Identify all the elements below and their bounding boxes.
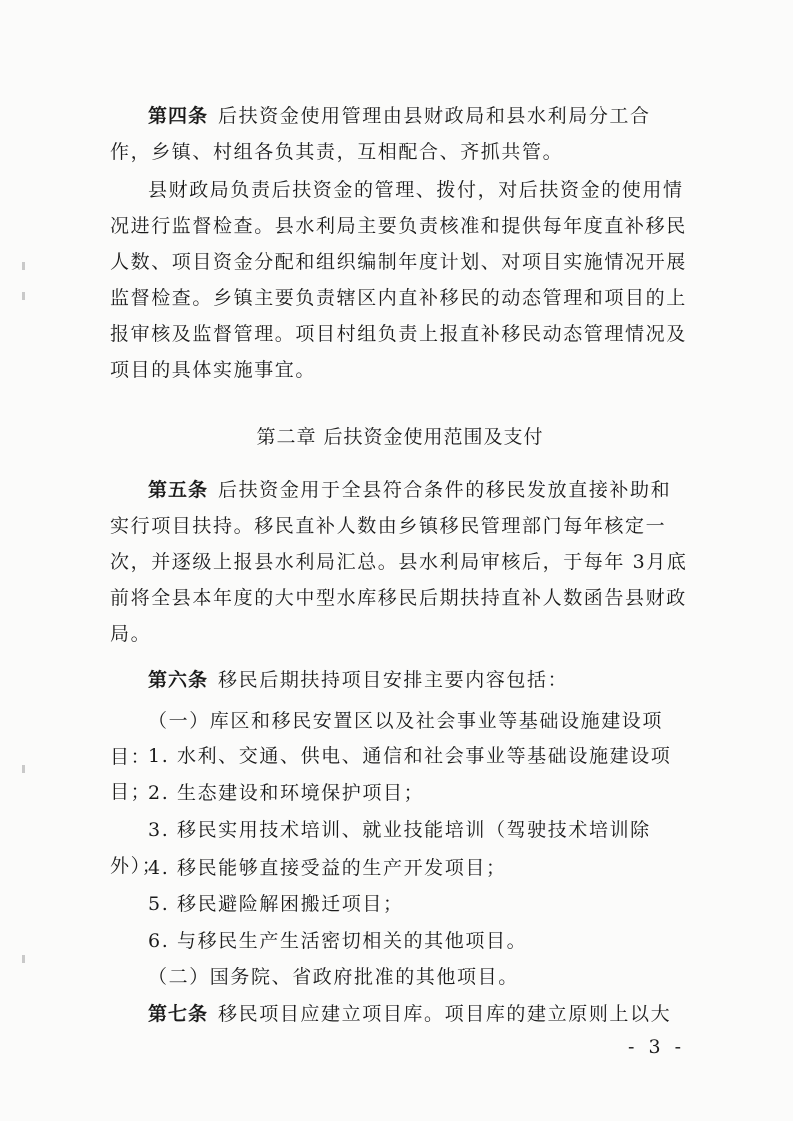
article-6 (110, 662, 690, 698)
paragraph-text: 县财政局负责后扶资金的管理、拨付，对后扶资金的使用情况进行监督检查。县水利局主要负责核准和提供每年度直补移民人数、项目资金分配和组织编制年度计划、对项目实施情况开展监督检查。乡镇主要负责辖区内直补移民的动态管理和项目的上报审核及监督管理。项目村组负责上报直补移民动态管理情况及项目的具体实施事宜。 (110, 179, 687, 381)
list-item-2: （二）国务院、省政府批准的其他项目。 (148, 966, 519, 988)
article-7 (110, 996, 690, 1032)
list-item-1: （一）库区和移民安置区以及社会事业等基础设施建设项目： (110, 710, 664, 768)
chapter-heading: 第二章 后扶资金使用范围及支付 (256, 426, 544, 448)
article-label: 第七条 (148, 1003, 209, 1025)
list-item-1-2: 2. 生态建设和环境保护项目； (148, 782, 425, 804)
scan-mark (22, 955, 25, 963)
list-item-1-6: 6. 与移民生产生活密切相关的其他项目。 (148, 930, 528, 952)
paragraph-responsibilities (110, 172, 690, 388)
scan-mark (22, 765, 25, 773)
list-item-1-5: 5. 移民避险解困搬迁项目； (148, 893, 404, 915)
list-item-1-3: 3. 移民实用技术培训、就业技能培训（驾驶技术培训除外）； (110, 819, 651, 877)
article-4 (110, 98, 690, 170)
article-label: 第四条 (148, 105, 209, 127)
article-5 (110, 472, 690, 652)
article-text: 后扶资金用于全县符合条件的移民发放直接补助和实行项目扶持。移民直补人数由乡镇移民管理部门每年核定一次，并逐级上报县水利局汇总。县水利局审核后，于每年 3月底前将全县本年度的大中型水库移民后期扶持直补人数函告县财政局。 (110, 479, 688, 645)
page-number: - 3 - (627, 1036, 685, 1058)
list-item-1-1: 1. 水利、交通、供电、通信和社会事业等基础设施建设项目； (110, 745, 672, 803)
article-label: 第五条 (148, 479, 209, 501)
article-text: 后扶资金使用管理由县财政局和县水利局分工合作，乡镇、村组各负其责，互相配合、齐抓共管。 (110, 105, 651, 163)
scan-mark (22, 262, 25, 270)
list-item-1-4: 4. 移民能够直接受益的生产开发项目； (148, 857, 507, 879)
article-text: 移民后期扶持项目安排主要内容包括： (218, 669, 569, 691)
article-label: 第六条 (148, 669, 209, 691)
scan-mark (22, 292, 25, 300)
article-text: 移民项目应建立项目库。项目库的建立原则上以大 (218, 1003, 672, 1025)
